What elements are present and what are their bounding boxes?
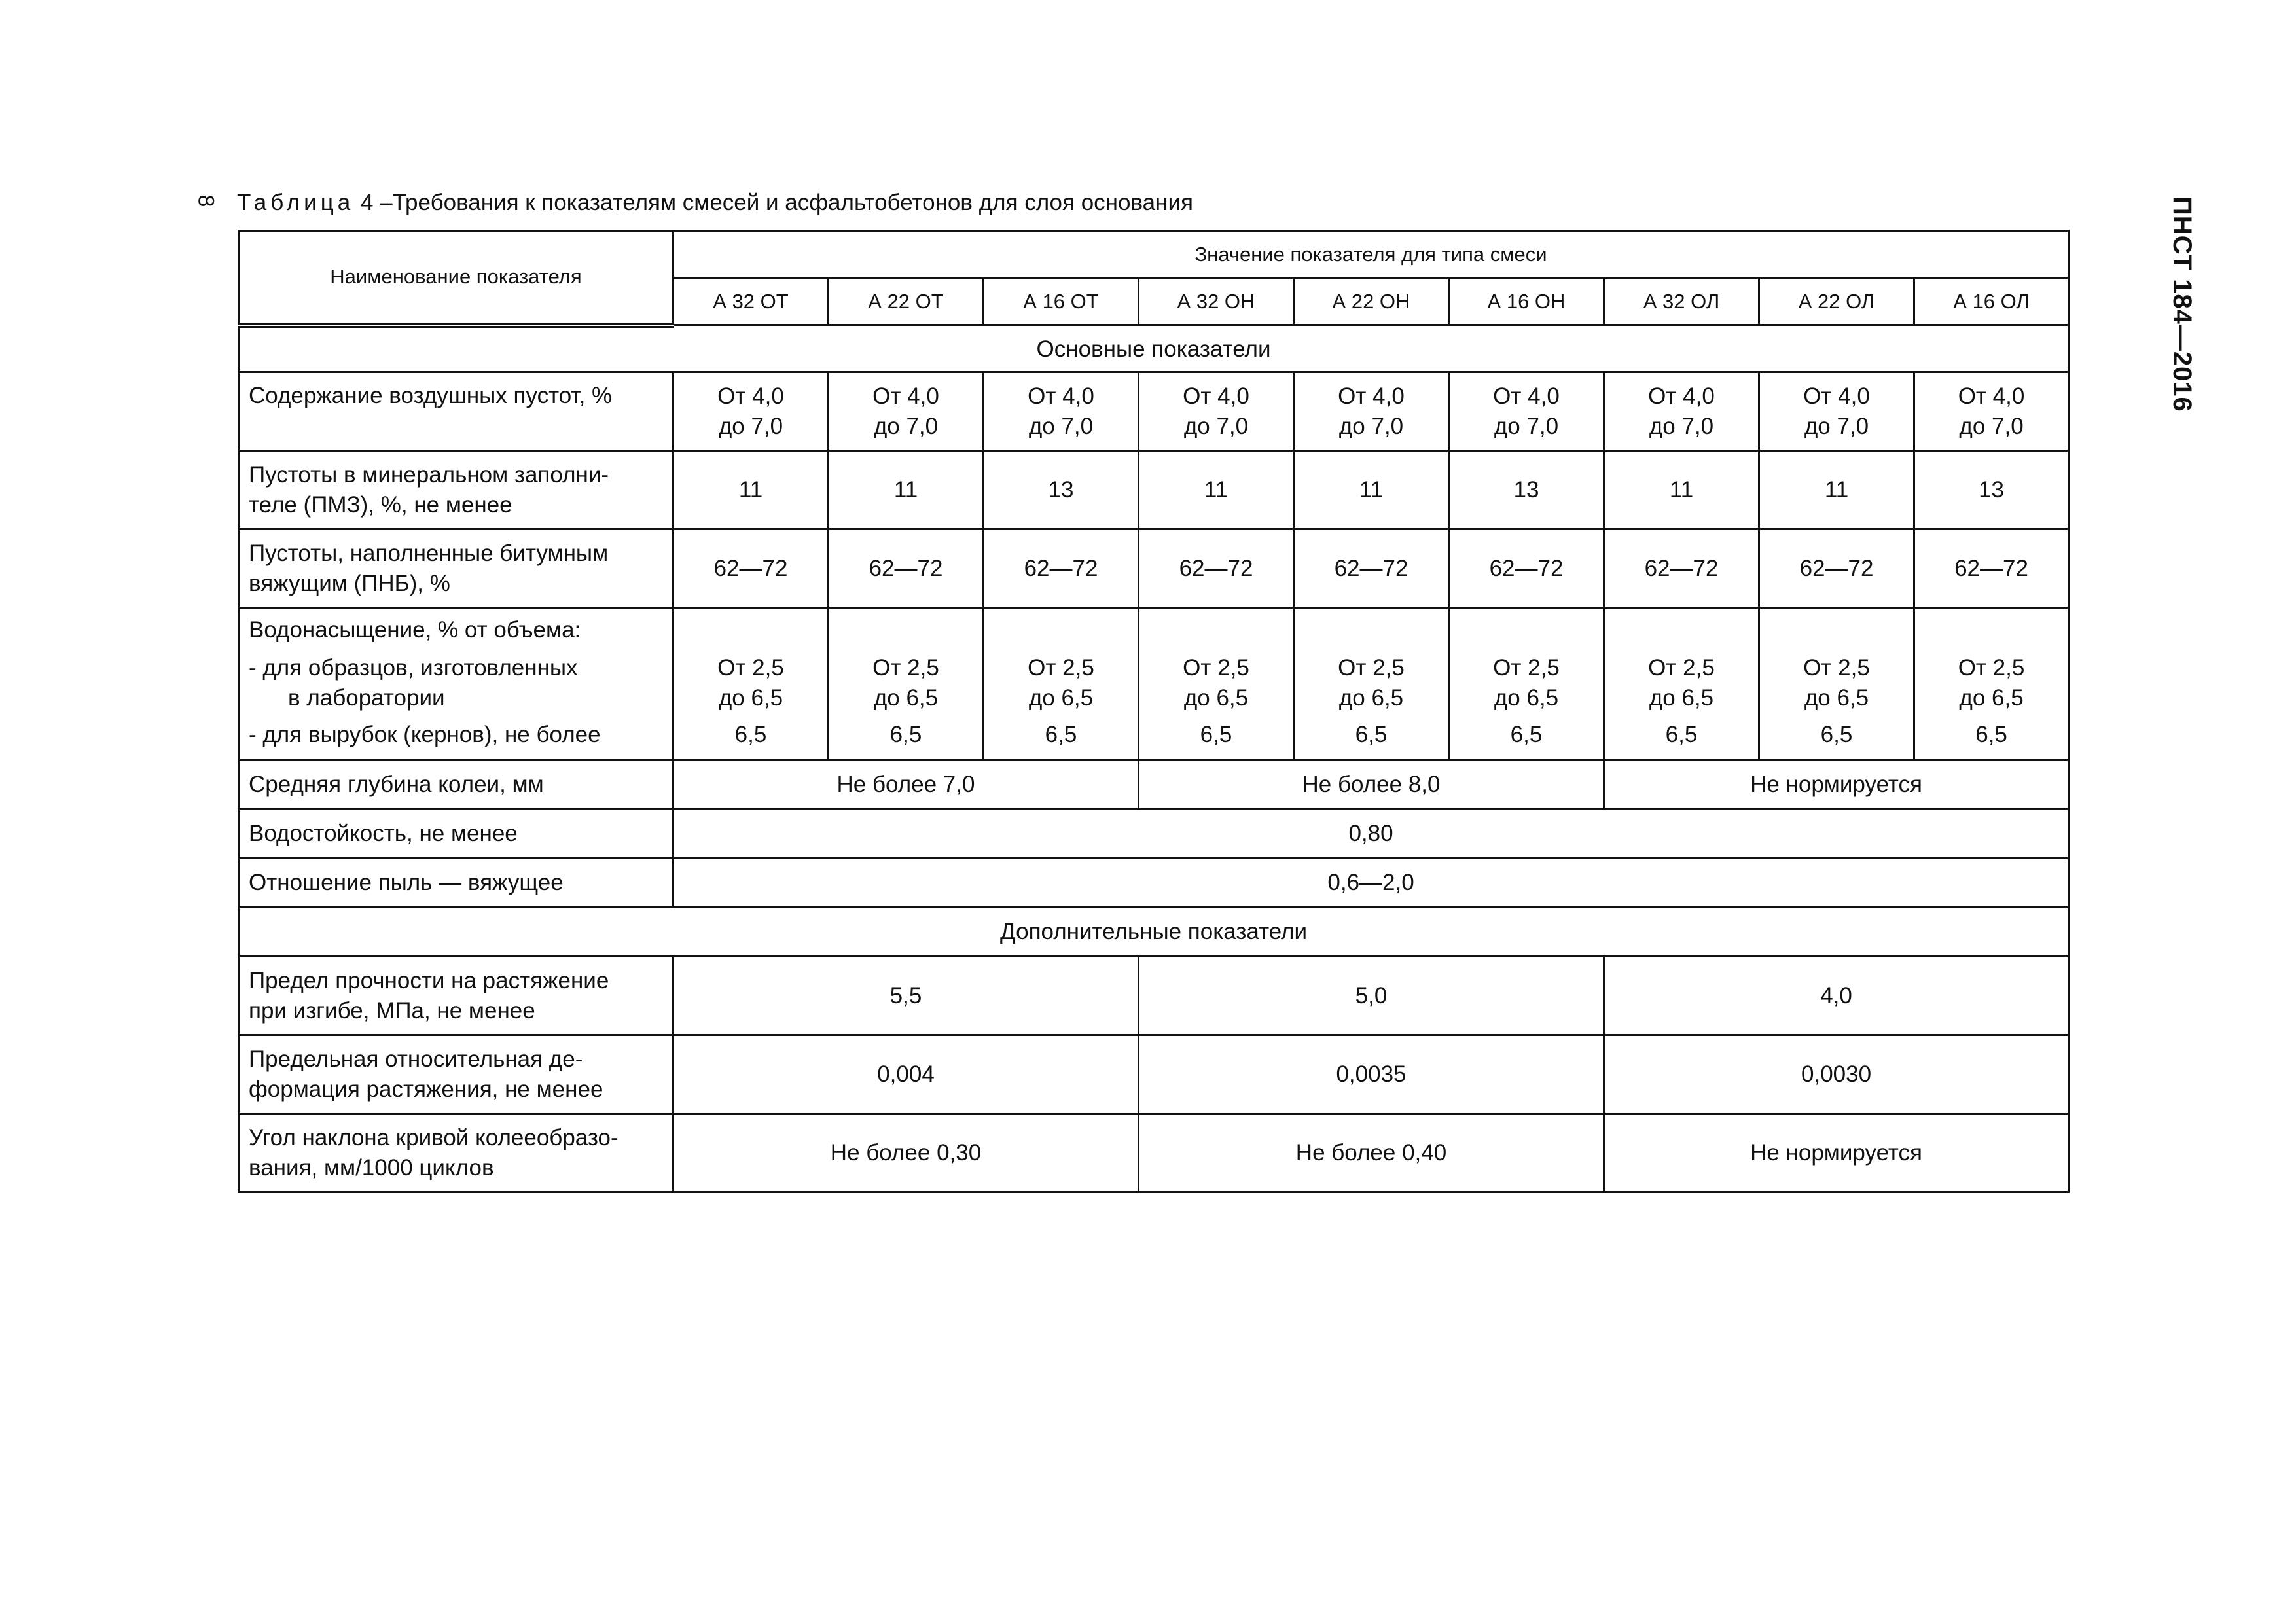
table-row-dust-binder: [239, 859, 2069, 908]
table-cell: 62—72: [1604, 529, 1759, 608]
row-name: Водонасыщение, % от объема: - для образцов, изготовленных в лаборатории - для вырубок (кернов), не более: [239, 608, 673, 760]
row-name: Угол наклона кривой колееобразо- вания, мм/1000 циклов: [239, 1114, 673, 1192]
table-cell: 13: [1449, 451, 1604, 529]
table-cell: 11: [1604, 451, 1759, 529]
header-type: А 32 ОЛ: [1604, 278, 1759, 325]
section-main-title: Основные показатели: [239, 325, 2069, 372]
table-cell: От 2,5 до 6,5 6,5: [1449, 608, 1604, 760]
header-type: А 32 ОН: [1139, 278, 1294, 325]
table-cell: 62—72: [1759, 529, 1914, 608]
table-cell: 0,80: [673, 810, 2069, 859]
table-cell: От 2,5 до 6,5 6,5: [1914, 608, 2069, 760]
table-cell: От 4,0 до 7,0: [1449, 372, 1604, 451]
caption-text: 4 –Требования к показателям смесей и асфальтобетонов для слоя основания: [354, 190, 1193, 215]
table-cell: 5,0: [1139, 957, 1604, 1035]
table-cell: 4,0: [1604, 957, 2069, 1035]
table-header-row: [239, 231, 2069, 278]
table-cell: 11: [1294, 451, 1449, 529]
table-cell: 62—72: [1449, 529, 1604, 608]
table-cell: 62—72: [673, 529, 829, 608]
document-id: ПНСТ 184—2016: [2168, 196, 2197, 412]
table-cell: 0,6—2,0: [673, 859, 2069, 908]
header-type: А 16 ОЛ: [1914, 278, 2069, 325]
table-cell: От 4,0 до 7,0: [1759, 372, 1914, 451]
table-cell: 13: [1914, 451, 2069, 529]
table-cell: 11: [829, 451, 984, 529]
table-cell: 62—72: [1139, 529, 1294, 608]
table-row-rut-slope: [239, 1114, 2069, 1192]
section-row: [239, 908, 2069, 957]
table-row-strain: [239, 1035, 2069, 1114]
table-row-vfb: [239, 529, 2069, 608]
table-row-vma: [239, 451, 2069, 529]
table-cell: 0,0030: [1604, 1035, 2069, 1114]
table-cell: От 2,5 до 6,5 6,5: [1759, 608, 1914, 760]
table-row-water-resistance: [239, 810, 2069, 859]
header-type: А 16 ОН: [1449, 278, 1604, 325]
table-cell: Не более 7,0: [673, 760, 1139, 810]
table-row-water-saturation: [239, 608, 2069, 760]
table-cell: Не более 0,30: [673, 1114, 1139, 1192]
table-cell: 0,0035: [1139, 1035, 1604, 1114]
requirements-table: [238, 230, 2070, 1193]
table-cell: 5,5: [673, 957, 1139, 1035]
table-cell: От 2,5 до 6,5 6,5: [1604, 608, 1759, 760]
table-cell: От 4,0 до 7,0: [1604, 372, 1759, 451]
table-cell: От 2,5 до 6,5 6,5: [1294, 608, 1449, 760]
caption-label: Таблица: [237, 190, 355, 215]
row-name: Пустоты, наполненные битумным вяжущим (ПНБ), %: [239, 529, 673, 608]
header-name-column: Наименование показателя: [239, 231, 673, 325]
table-cell: От 2,5 до 6,5 6,5: [829, 608, 984, 760]
row-name: Пустоты в минеральном заполни- теле (ПМЗ), %, не менее: [239, 451, 673, 529]
header-type: А 32 ОТ: [673, 278, 829, 325]
row-name: Отношение пыль — вяжущее: [239, 859, 673, 908]
table-cell: Не более 0,40: [1139, 1114, 1604, 1192]
table-cell: 11: [1139, 451, 1294, 529]
table-cell: 62—72: [1914, 529, 2069, 608]
table-cell: 13: [984, 451, 1139, 529]
table-cell: 62—72: [1294, 529, 1449, 608]
table-cell: От 2,5 до 6,5 6,5: [984, 608, 1139, 760]
section-extra-title: Дополнительные показатели: [239, 908, 2069, 957]
header-group: Значение показателя для типа смеси: [673, 231, 2069, 278]
table-cell: От 4,0 до 7,0: [1914, 372, 2069, 451]
row-name: Средняя глубина колеи, мм: [239, 760, 673, 810]
table-cell: От 4,0 до 7,0: [673, 372, 829, 451]
table-cell: 62—72: [984, 529, 1139, 608]
table-cell: От 4,0 до 7,0: [1294, 372, 1449, 451]
table-cell: От 2,5 до 6,5 6,5: [673, 608, 829, 760]
table-cell: Не более 8,0: [1139, 760, 1604, 810]
table-cell: Не нормируется: [1604, 1114, 2069, 1192]
table-row-rut-depth: [239, 760, 2069, 810]
table-cell: 11: [1759, 451, 1914, 529]
table-cell: От 4,0 до 7,0: [829, 372, 984, 451]
header-type: А 22 ОТ: [829, 278, 984, 325]
table-cell: 11: [673, 451, 829, 529]
row-name: Водостойкость, не менее: [239, 810, 673, 859]
row-name: Предел прочности на растяжение при изгибе, МПа, не менее: [239, 957, 673, 1035]
table-row-air-voids: [239, 372, 2069, 451]
header-type: А 16 ОТ: [984, 278, 1139, 325]
table-cell: Не нормируется: [1604, 760, 2069, 810]
table-caption: [237, 188, 1193, 217]
header-type: А 22 ОН: [1294, 278, 1449, 325]
row-name: Предельная относительная де- формация растяжения, не менее: [239, 1035, 673, 1114]
table-cell: 0,004: [673, 1035, 1139, 1114]
table-cell: От 4,0 до 7,0: [1139, 372, 1294, 451]
section-row: [239, 325, 2069, 372]
header-type: А 22 ОЛ: [1759, 278, 1914, 325]
table-row-flex-strength: [239, 957, 2069, 1035]
table-cell: От 2,5 до 6,5 6,5: [1139, 608, 1294, 760]
table-cell: От 4,0 до 7,0: [984, 372, 1139, 451]
row-name: Содержание воздушных пустот, %: [239, 372, 673, 451]
table-cell: 62—72: [829, 529, 984, 608]
page-number: 8: [193, 194, 219, 207]
